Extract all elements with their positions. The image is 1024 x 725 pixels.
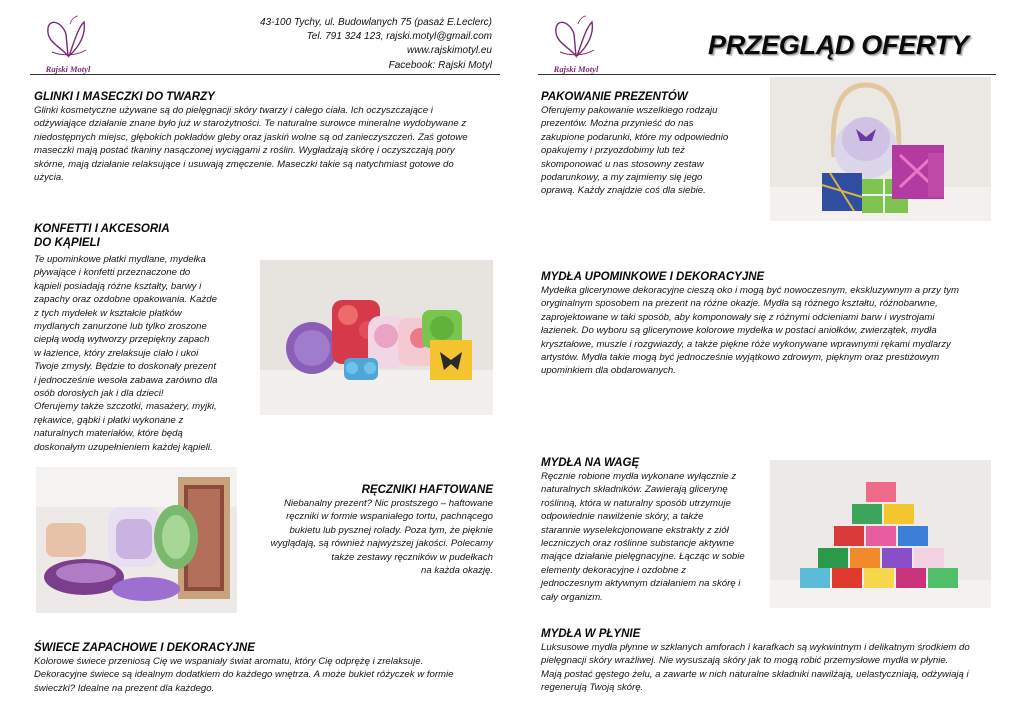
text-line: Mydełka glicerynowe dekoracyjne cieszą oko i mogą być nowoczesnym, ekskluzywnym a przy tym xyxy=(541,285,960,296)
text-line: skórne, mają działanie relaksujące i usuwają zmęczenie. Maseczki takie są natychmiast gotowe do xyxy=(34,158,454,170)
text-line: w łazience, który zrelaksuje ciało i ukoi xyxy=(34,347,199,359)
text-line: podarunkowy, a my zajmiemy się jego xyxy=(541,172,703,184)
section-heading-upominkowe: MYDŁA UPOMINKOWE I DEKORACYJNE xyxy=(541,271,765,283)
text-line: także zestawy ręczników w pudełkach xyxy=(331,551,493,563)
text-line: oprawą. Każdy znajdzie coś dla siebie. xyxy=(541,185,706,197)
pakowanie-product-photo xyxy=(770,77,991,221)
text-line: cały organizm. xyxy=(541,591,603,603)
section-text-upominkowe xyxy=(541,284,1001,378)
section-text-na-wage xyxy=(541,470,766,604)
section-heading-glinki: GLINKI I MASECZKI DO TWARZY xyxy=(34,91,215,103)
section-heading-na-wage: MYDŁA NA WAGĘ xyxy=(541,457,640,469)
text-line: użycia. xyxy=(34,172,64,184)
konfetti-product-photo xyxy=(260,260,493,415)
text-line: i jednocześnie wesoła zabawa zarówno dla xyxy=(34,374,218,386)
contact-address: 43-100 Tychy, ul. Budowlanych 75 (pasaż E.Leclerc) xyxy=(260,17,492,28)
text-line: odpowiednie nawilżenie skóry, a także xyxy=(541,511,704,523)
section-heading-pakowanie: PAKOWANIE PREZENTÓW xyxy=(541,91,688,103)
text-line: artystów. Mydła takie mogą być jednocześnie wyjątkowo zdrowym, pięknym oraz prestiżowym xyxy=(541,352,940,364)
text-line: upominkiem dla obdarowanych. xyxy=(541,365,676,377)
text-line: Oferujemy pakowanie wszelkiego rodzaju xyxy=(541,105,718,116)
text-line: zaprojektowane w taki sposób, aby komponowały się z różnymi odcieniami barw i wystrojami xyxy=(541,311,935,323)
section-heading-w-plynie: MYDŁA W PŁYNIE xyxy=(541,628,641,640)
text-line: pływające i konfetti przeznaczone do xyxy=(34,267,191,279)
text-line: zakupione podarunki, które my odpowiednio xyxy=(541,131,729,143)
text-line: Kolorowe świece przeniosą Cię we wspaniały świat aromatu, który Cię odprężę i zrelaksuje. xyxy=(34,656,424,667)
text-line: rękawice, gąbki i płatki wykonane z xyxy=(34,414,184,426)
text-line: jednoczesnym aktywnym działaniem na skórę i xyxy=(541,578,741,590)
text-line: leczniczych oraz roślinne substancje aktywne xyxy=(541,538,735,550)
text-line: kryształowe, muszle i rozgwiazdy, a także piękne róże wykonywane wprawnymi rękami mydlarzy xyxy=(541,338,951,350)
text-line: naturalnych materiałów, które będą xyxy=(34,428,183,440)
header-divider-left xyxy=(30,74,500,75)
logo-left xyxy=(32,12,104,74)
page-title: PRZEGLĄD OFERTY xyxy=(708,30,969,60)
text-line: elementy dekoracyjne i ozdobne z xyxy=(541,564,687,576)
text-line: kąpieli posiadają różne kształty, barwy i xyxy=(34,280,202,292)
section-heading-swiece: ŚWIECE ZAPACHOWE I DEKORACYJNE xyxy=(34,642,255,654)
contact-phone-email: Tel. 791 324 123, rajski.motyl@gmail.com xyxy=(306,31,492,43)
text-line: Niebanalny prezent? Nic prostszego – haftowane xyxy=(283,498,493,509)
text-line: doskonałym uzupełnieniem każdej kąpieli. xyxy=(34,441,213,453)
logo-right xyxy=(540,12,612,74)
text-line: roślinną, która w naturalny sposób utrzymuje xyxy=(541,497,731,509)
text-line: ręczniki w formie wspaniałego tortu, pachnącego xyxy=(286,511,493,523)
text-line: na każda okazję. xyxy=(421,565,493,577)
logo-text: Rajski Motyl xyxy=(45,64,91,74)
section-text-konfetti xyxy=(34,253,254,454)
text-line: ciepłą wodą wytworzy przepiękny zapach xyxy=(34,334,210,346)
section-heading-reczniki: RĘCZNIKI HAFTOWANE xyxy=(361,484,493,496)
text-line: Mają postać gęstego żelu, a zawarte w nich naturalne składniki nawilżają, uelastyczniają, odżywiają i xyxy=(541,668,969,680)
reczniki-product-photo xyxy=(36,467,237,613)
contact-block xyxy=(260,16,492,73)
text-line: prezentów. Można przynieść do nas xyxy=(541,118,694,130)
text-line: mydlanych zanurzone lub tylko zroszone xyxy=(34,321,207,333)
text-line: wyglądają, są również najwyższej jakości. Polecamy xyxy=(270,538,493,550)
text-line: Oferujemy także szczotki, masażery, myjki, xyxy=(34,401,217,413)
heading-line: KONFETTI I AKCESORIA xyxy=(34,223,170,235)
section-text-w-plynie xyxy=(541,641,1011,695)
contact-facebook: Facebook: Rajski Motyl xyxy=(388,59,492,71)
butterfly-logo-icon xyxy=(32,12,104,64)
text-line: naturalnych składników. Zawierają glicerynę xyxy=(541,484,728,496)
na-wage-product-photo xyxy=(770,460,991,608)
section-text-pakowanie xyxy=(541,104,761,198)
text-line: Te upominkowe płatki mydlane, mydełka xyxy=(34,254,206,265)
text-line: starannie wyselekcjonowane ekstrakty z ziół xyxy=(541,524,729,536)
section-heading-konfetti xyxy=(34,222,170,250)
text-line: Ręcznie robione mydła wykonane wyłącznie z xyxy=(541,471,737,482)
text-line: skomponować u nas stosowny zestaw xyxy=(541,158,704,170)
text-line: zapachy oraz ozdobne opakowania. Każde xyxy=(34,294,217,306)
text-line: osób dorosłych jak i dla dzieci! xyxy=(34,388,164,400)
butterfly-logo-icon xyxy=(540,12,612,64)
text-line: z tych mydełek w kształcie płatków xyxy=(34,307,182,319)
text-line: niedostępnych miejsc, głębokich pokładów gleby oraz jaskiń wolne są od zanieczyszczeń. Zaś gotowe xyxy=(34,131,468,143)
text-line: Twoje zmysły. Będzie to doskonały prezent xyxy=(34,361,217,373)
text-line: Luksusowe mydła płynne w szklanych amforach i karafkach są wykwintnym i delikatnym środkiem do xyxy=(541,642,970,653)
text-line: oryginalnym sposobem na prezent na różne okazje. Mydła są różnego kształtu, różnobarwne, xyxy=(541,298,938,310)
text-line: łazienek. Do wyboru są glicerynowe kolorowe mydełka w postaci aniołków, zwierzątek, mydła xyxy=(541,325,937,337)
header-divider-right xyxy=(538,74,996,75)
text-line: mające działanie pielęgnacyjne. Łącząc w sobie xyxy=(541,551,745,563)
section-text-swiece xyxy=(34,655,504,695)
text-line: odżywiające działanie znane było już w starożytności. Te naturalne surowce mineralne wydobywane z xyxy=(34,118,467,130)
text-line: bukietu lub pysznej rolady. Poza tym, że pięknie xyxy=(289,524,493,536)
contact-website: www.rajskimotyl.eu xyxy=(406,45,492,57)
text-line: maseczki mają postać tkaniny nasączonej wyciągami z roślin. Wygładzają skórę i oczyszczają pory xyxy=(34,145,455,157)
section-text-glinki xyxy=(34,104,504,184)
text-line: opakujemy i przyozdobimy lub też xyxy=(541,145,685,157)
text-line: Glinki kosmetyczne używane są do pielęgnacji skóry twarzy i całego ciała. Ich oczyszczające i xyxy=(34,105,433,116)
text-line: Dekoracyjne świece są idealnym dodatkiem do każdego wnętrza. A może bukiet różyczek w formie xyxy=(34,669,454,681)
text-line: pielęgnacji skóry wrażliwej. Nie wysuszają skóry jak to mogą robić przemysłowe mydła w płynie. xyxy=(541,655,949,667)
text-line: regenerują Twoją skórę. xyxy=(541,682,644,694)
section-text-reczniki xyxy=(240,497,493,577)
logo-text: Rajski Motyl xyxy=(553,64,599,74)
heading-line: DO KĄPIELI xyxy=(34,237,100,249)
text-line: świeczki? Idealne na prezent dla każdego. xyxy=(34,682,215,694)
